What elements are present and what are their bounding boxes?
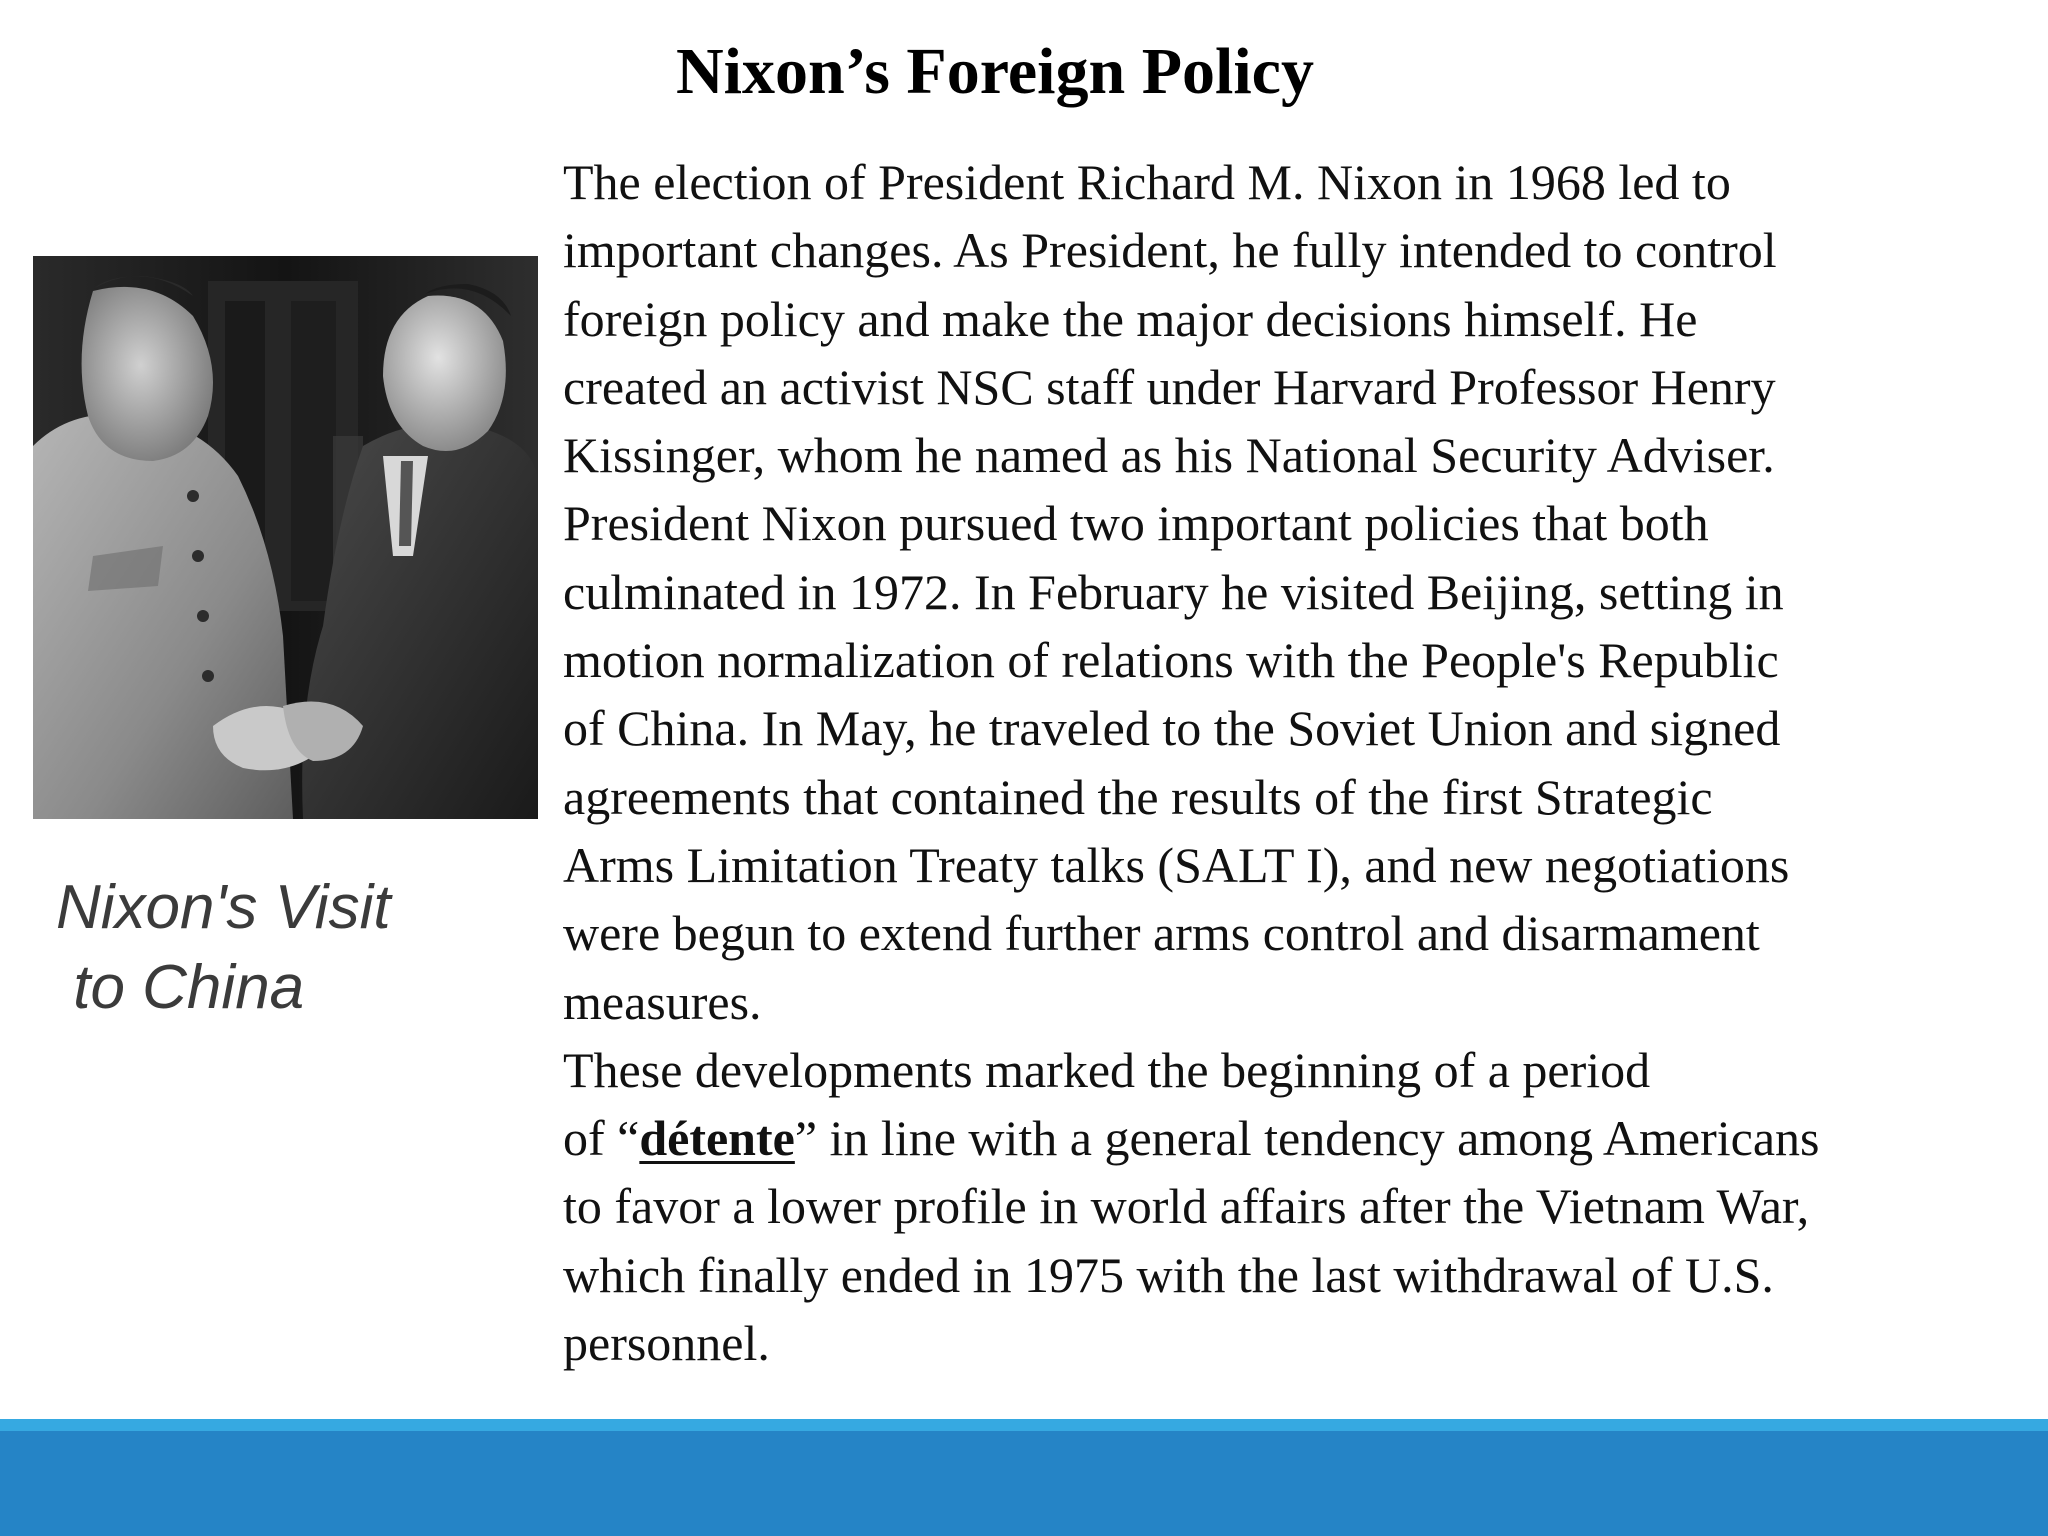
footer-bar [0, 1431, 2048, 1536]
text-line: Arms Limitation Treaty talks (SALT I), and new negotiations [563, 836, 1790, 893]
text-line: measures. [563, 973, 762, 1030]
text-fragment: of “ [563, 1110, 640, 1167]
text-line: which finally ended in 1975 with the last withdrawal of U.S. [563, 1246, 1774, 1303]
text-line: were begun to extend further arms control and disarmament [563, 905, 1760, 962]
photo-caption [56, 868, 496, 1028]
text-line: The election of President Richard M. Nixon in 1968 led to [563, 154, 1731, 210]
body-text [563, 148, 2023, 1377]
text-line: personnel. [563, 1315, 770, 1372]
photo-illustration [33, 256, 538, 819]
text-line: culminated in 1972. In February he visited Beijing, setting in [563, 563, 1784, 620]
paragraph-1 [563, 148, 2023, 1036]
slide-title: Nixon’s Foreign Policy [676, 35, 1314, 108]
text-fragment: ” in line with a general tendency among Americans [794, 1110, 1820, 1167]
paragraph-2 [563, 1036, 2023, 1377]
caption-line-2: to China [56, 953, 305, 1022]
text-line: created an activist NSC staff under Harvard Professor Henry [563, 358, 1776, 415]
text-line: agreements that contained the results of the first Strategic [563, 768, 1713, 825]
detente-term: détente [639, 1110, 795, 1167]
footer-accent-stripe [0, 1419, 2048, 1431]
caption-line-1: Nixon's Visit [56, 873, 391, 942]
text-line-detente [563, 1104, 2023, 1172]
text-line: These developments marked the beginning of a period [563, 1041, 1651, 1098]
text-line: President Nixon pursued two important policies that both [563, 495, 1709, 552]
nixon-mao-photo [33, 256, 538, 819]
text-line: to favor a lower profile in world affairs after the Vietnam War, [563, 1178, 1810, 1235]
text-line: Kissinger, whom he named as his National Security Adviser. [563, 427, 1775, 484]
text-line: motion normalization of relations with the People's Republic [563, 632, 1779, 689]
text-line: foreign policy and make the major decisions himself. He [563, 290, 1698, 347]
text-line: important changes. As President, he fully intended to control [563, 222, 1777, 279]
text-line: of China. In May, he traveled to the Soviet Union and signed [563, 700, 1781, 757]
